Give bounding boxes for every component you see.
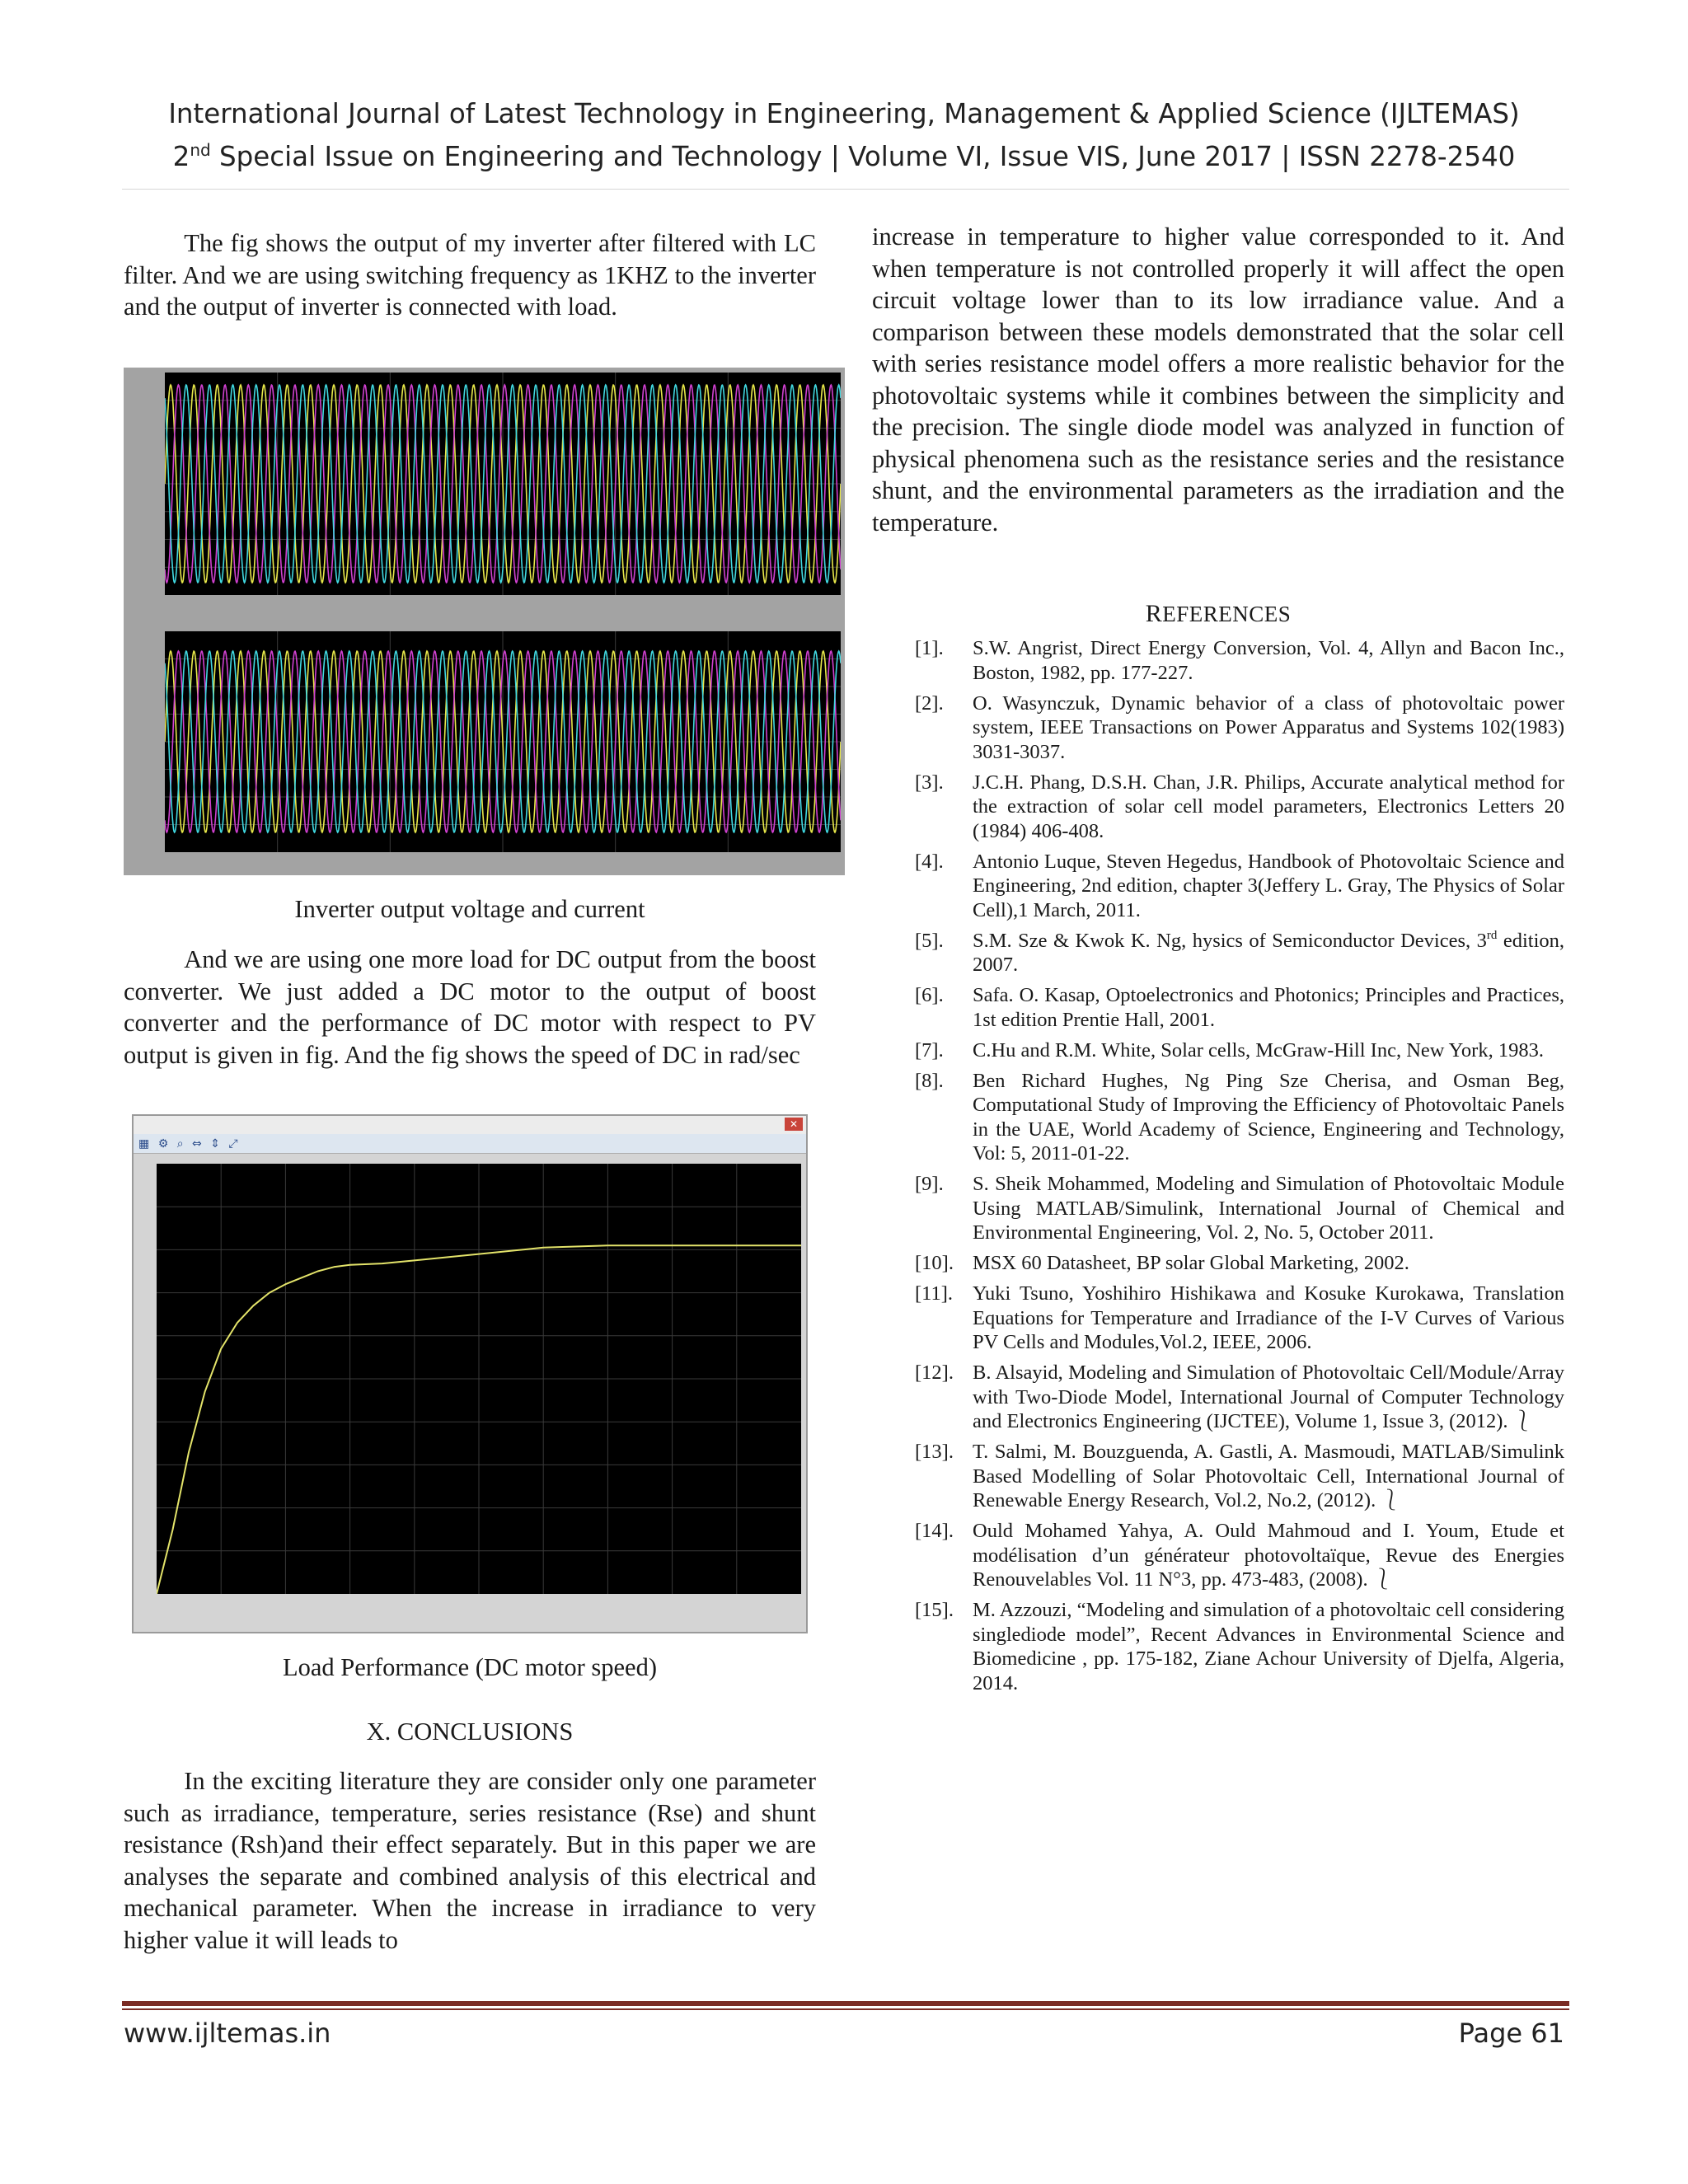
reference-item (915, 1282, 1564, 1355)
scope-window-titlebar (134, 1116, 806, 1134)
reference-text: T. Salmi, M. Bouzguenda, A. Gastli, A. Masmoudi, MATLAB/Simulink Based Modelling of Solar Photovoltaic Cell, International Journal of Renewable Energy Research, Vol.2, No.2, (2012). ⎱ (973, 1441, 1564, 1511)
current-waveform-plot (165, 631, 841, 852)
close-icon[interactable]: ✕ (785, 1118, 803, 1131)
zoom-y-icon[interactable]: ⇕ (210, 1137, 223, 1151)
reference-item (915, 983, 1564, 1032)
footer-page-number: Page 61 (1458, 2018, 1564, 2049)
reference-item (915, 636, 1564, 685)
footer-rule-thick (122, 2001, 1569, 2006)
autoscale-icon[interactable]: ⤢ (228, 1137, 241, 1151)
conclusions-heading: X. CONCLUSIONS (366, 1718, 574, 1746)
reference-text: Yuki Tsuno, Yoshihiro Hishikawa and Kosuke Kurokawa, Translation Equations for Temperature and Irradiance of the I-V Curves of Various PV Cells and Modules,Vol.2, IEEE, 2006. (973, 1282, 1564, 1353)
references-heading: REFERENCES (1145, 600, 1292, 627)
left-column (124, 227, 816, 323)
reference-number: [10]. (915, 1252, 954, 1274)
reference-text: C.Hu and R.M. White, Solar cells, McGraw-Hill Inc, New York, 1983. (973, 1038, 1544, 1062)
reference-number: [1]. (915, 637, 944, 659)
reference-number: [14]. (915, 1520, 954, 1542)
reference-number: [9]. (915, 1173, 944, 1195)
reference-number: [6]. (915, 984, 944, 1006)
running-header (0, 92, 1688, 178)
reference-item (915, 1069, 1564, 1166)
print-icon[interactable]: ▦ (138, 1137, 152, 1151)
current-scope (165, 631, 841, 852)
reference-text: J.C.H. Phang, D.S.H. Chan, J.R. Philips, Accurate analytical method for the extraction of solar cell model parameters, Electronics Letters 20 (1984) 406-408. (973, 771, 1564, 842)
conclusions-continued-paragraph: increase in temperature to higher value corresponded to it. And when temperature is not controlled properly it will affect the open circuit voltage lower than to its low irradiance value. And a comparison between these models demonstrated that the solar cell with series resistance model offers a more realistic behavior for the photovoltaic systems while it combines between the simplicity and the precision. The single diode model was analyzed in function of physical phenomena such as the resistance series and the resistance shunt, and the environmental parameters as the irradiation and the temperature. (872, 223, 1564, 537)
zoom-icon[interactable]: ⌕ (176, 1137, 186, 1151)
reference-item (915, 929, 1564, 977)
reference-number: [7]. (915, 1038, 944, 1062)
scope-toolbar (134, 1134, 806, 1154)
reference-item (915, 1251, 1564, 1276)
footer-rule-thin (122, 2008, 1569, 2010)
reference-text: S.M. Sze & Kwok K. Ng, hysics of Semiconductor Devices, 3rd edition, 2007. (973, 928, 1565, 976)
reference-text: B. Alsayid, Modeling and Simulation of Photovoltaic Cell/Module/Array with Two-Diode Model, International Journal of Computer Technology and Electronics Engineering (IJCTEE), Volume 1, Issue 3, (2012). ⎱ (973, 1361, 1564, 1432)
reference-item (915, 1172, 1564, 1245)
reference-text: Ben Richard Hughes, Ng Ping Sze Cherisa, and Osman Beg, Computational Study of Improving the Efficiency of Photovoltaic Panels in the UAE, World Academy of Science, Engineering and Technology, Vol: 5, 2011-01-22. (973, 1069, 1564, 1165)
settings-icon[interactable]: ⚙ (157, 1137, 171, 1151)
reference-number: [11]. (915, 1282, 954, 1305)
reference-text: M. Azzouzi, “Modeling and simulation of a photovoltaic cell considering singlediode model”, Recent Advances in Environmental Science and Biomedicine , pp. 175-182, Ziane Achour University of Djelfa, Algeria, 2014. (973, 1599, 1564, 1694)
inverter-output-figure (124, 368, 845, 875)
reference-number: [2]. (915, 691, 944, 715)
reference-number: [5]. (915, 929, 944, 952)
header-divider (122, 189, 1569, 190)
reference-number: [12]. (915, 1361, 954, 1384)
speed-curve-plot (157, 1164, 801, 1594)
speed-plot-area (157, 1164, 801, 1594)
reference-item (915, 850, 1564, 923)
inverter-paragraph: The fig shows the output of my inverter after filtered with LC filter. And we are using switching frequency as 1KHZ to the inverter and the output of inverter is connected with load. (124, 229, 816, 321)
references-list (915, 636, 1564, 1702)
reference-text: S. Sheik Mohammed, Modeling and Simulation of Photovoltaic Module Using MATLAB/Simulink, International Journal of Chemical and Environmental Engineering, Vol. 2, No. 5, October 2011. (973, 1173, 1564, 1244)
dc-motor-paragraph: And we are using one more load for DC output from the boost converter. We just added a DC motor to the output of boost converter and the performance of DC motor with respect to PV output is given in fig. And the fig shows the speed of DC in rad/sec (124, 945, 816, 1069)
reference-item (915, 1440, 1564, 1513)
reference-number: [4]. (915, 850, 944, 873)
left-column-bottom (124, 1765, 816, 1956)
voltage-waveform-plot (165, 373, 841, 595)
reference-number: [3]. (915, 771, 944, 794)
header-issue-line: 2nd Special Issue on Engineering and Technology | Volume VI, Issue VIS, June 2017 | ISSN 2278-2540 (172, 140, 1516, 172)
conclusions-paragraph: In the exciting literature they are consider only one parameter such as irradiance, temperature, series resistance (Rse) and shunt resistance (Rsh)and their effect separately. But in this paper we are analyses the separate and combined analysis of this electrical and mechanical parameter. When the increase in irradiance to very higher value it will leads to (124, 1767, 816, 1954)
header-journal-title: International Journal of Latest Technology in Engineering, Management & Applied Science (IJLTEMAS) (168, 98, 1520, 129)
reference-text: MSX 60 Datasheet, BP solar Global Marketing, 2002. (973, 1252, 1409, 1274)
reference-number: [15]. (915, 1599, 954, 1621)
reference-item (915, 691, 1564, 765)
zoom-x-icon[interactable]: ⇔ (192, 1137, 204, 1151)
voltage-scope (165, 373, 841, 595)
reference-text: Antonio Luque, Steven Hegedus, Handbook of Photovoltaic Science and Engineering, 2nd edition, chapter 3(Jeffery L. Gray, The Physics of Solar Cell),1 March, 2011. (973, 850, 1564, 921)
reference-number: [8]. (915, 1069, 944, 1092)
reference-text: Ould Mohamed Yahya, A. Ould Mahmoud and I. Youm, Etude et modélisation d’un générateur photovoltaïque, Revue des Energies Renouvelables Vol. 11 N°3, pp. 473-483, (2008). ⎱ (973, 1520, 1564, 1591)
reference-item (915, 1519, 1564, 1592)
footer-url[interactable]: www.ijltemas.in (124, 2018, 331, 2049)
reference-item (915, 1361, 1564, 1434)
right-column (872, 221, 1564, 538)
reference-text: O. Wasynczuk, Dynamic behavior of a class of photovoltaic power system, IEEE Transactions on Power Apparatus and Systems 102(1983) 3031-3037. (973, 691, 1564, 763)
figure1-caption: Inverter output voltage and current (294, 895, 645, 923)
reference-item (915, 1598, 1564, 1695)
reference-item (915, 771, 1564, 844)
dc-motor-speed-figure (132, 1114, 808, 1633)
left-column-mid (124, 944, 816, 1071)
figure2-caption: Load Performance (DC motor speed) (283, 1653, 657, 1681)
reference-item (915, 1038, 1564, 1063)
reference-number: [13]. (915, 1441, 954, 1463)
reference-text: S.W. Angrist, Direct Energy Conversion, Vol. 4, Allyn and Bacon Inc., Boston, 1982, pp. 177-227. (973, 637, 1564, 684)
reference-text: Safa. O. Kasap, Optoelectronics and Photonics; Principles and Practices, 1st edition Prentie Hall, 2001. (973, 984, 1564, 1031)
